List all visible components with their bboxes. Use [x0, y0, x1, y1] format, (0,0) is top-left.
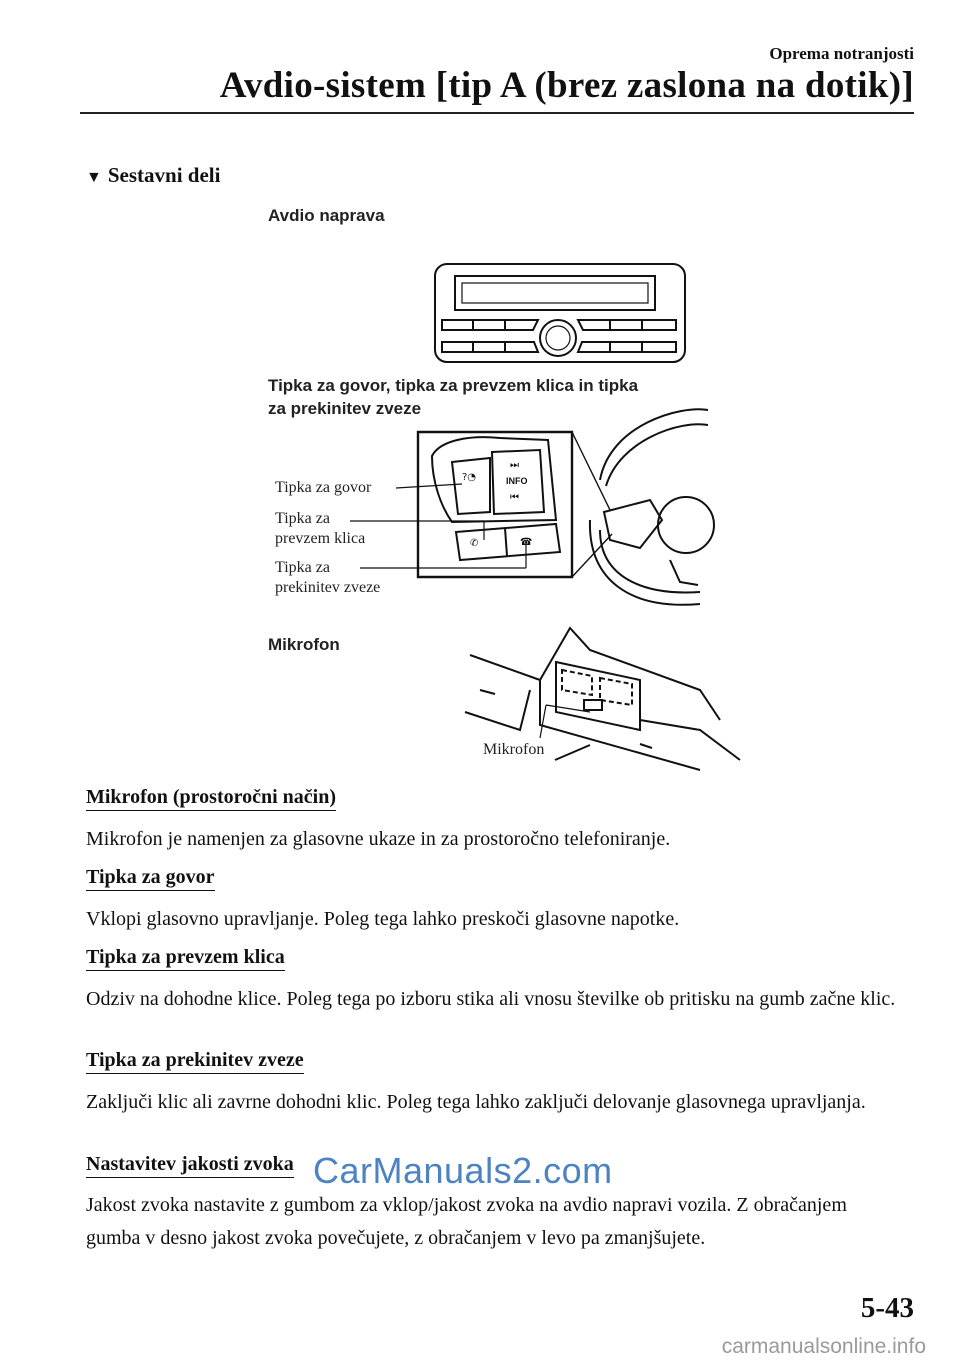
section-heading	[86, 163, 220, 188]
header-subtitle: Oprema notranjosti	[769, 44, 914, 63]
heading-talk-button: Tipka za govor	[86, 866, 215, 891]
text-talk-button: Vklopi glasovno upravljanje. Poleg tega lahko preskoči glasovne napotke.	[86, 908, 680, 930]
text-volume: Jakost zvoka nastavite z gumbom za vklop/jakost zvoka na avdio napravi vozila. Z obračanjem gumba v desno jakost zvoka povečujete, z obračanjem v levo pa zmanjšujete.	[86, 1194, 847, 1249]
callout-hangup-line2: prekinitev zveze	[275, 579, 381, 596]
page-number: 5-43	[860, 1292, 914, 1324]
brand-watermark: CarManuals2.com	[313, 1150, 613, 1191]
site-watermark: carmanualsonline.info	[721, 1335, 926, 1358]
triangle-marker-icon: ▼	[86, 169, 102, 186]
heading-microphone: Mikrofon (prostoročni način)	[86, 786, 336, 811]
text-microphone: Mikrofon je namenjen za glasovne ukaze in za prostoročno telefoniranje.	[86, 828, 671, 850]
heading-volume: Nastavitev jakosti zvoka	[86, 1153, 294, 1178]
callout-talk-button: Tipka za govor	[275, 479, 372, 496]
callout-pickup-line1: Tipka za	[275, 510, 330, 527]
heading-hangup-button: Tipka za prekinitev zveze	[86, 1049, 304, 1074]
callout-pickup-line2: prevzem klica	[275, 530, 366, 547]
hangup-button-icon: ☎	[520, 537, 533, 548]
wheel-label-line1: Tipka za govor, tipka za prevzem klica in tipka	[268, 376, 639, 395]
microphone-label: Mikrofon	[268, 635, 340, 654]
page-title: Avdio-sistem [tip A (brez zaslona na dotik)]	[219, 65, 914, 106]
text-pickup-button: Odziv na dohodne klice. Poleg tega po izboru stika ali vnosu številke ob pritisku na gumb začne klic.	[86, 988, 896, 1010]
microphone-callout: Mikrofon	[483, 741, 545, 758]
audio-unit-label: Avdio naprava	[268, 206, 385, 225]
callout-hangup-line1: Tipka za	[275, 559, 330, 576]
voice-button-icon: ?◔	[462, 472, 477, 483]
wheel-label-line2: za prekinitev zveze	[268, 399, 422, 418]
header-divider	[80, 112, 914, 114]
info-button-label: INFO	[506, 476, 528, 486]
text-hangup-button: Zaključi klic ali zavrne dohodni klic. Poleg tega lahko zaključi delovanje glasovnega upravljanja.	[86, 1091, 866, 1113]
heading-pickup-button: Tipka za prevzem klica	[86, 946, 285, 971]
next-track-icon: ⏭	[510, 460, 519, 471]
prev-track-icon: ⏮	[510, 492, 519, 503]
pickup-button-icon: ✆	[470, 538, 479, 549]
section-title: Sestavni deli	[107, 163, 221, 187]
